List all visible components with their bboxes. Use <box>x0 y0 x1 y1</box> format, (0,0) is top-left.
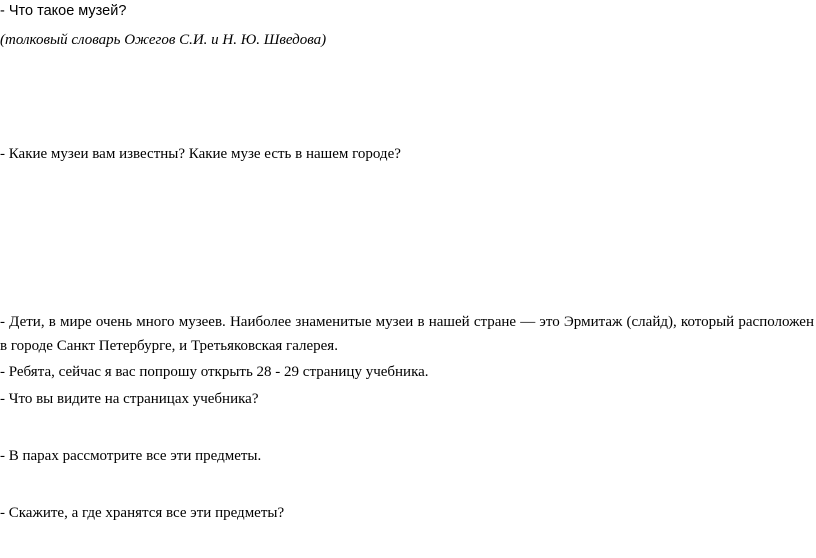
question-what-is-museum: - Что такое музей? <box>0 3 127 19</box>
question-textbook-pages: - Что вы видите на страницах учебника? <box>0 391 259 407</box>
instruction-open-textbook: - Ребята, сейчас я вас попрошу открыть 28 - 29 страницу учебника. <box>0 364 429 380</box>
dictionary-reference: (толковый словарь Ожегов С.И. и Н. Ю. Шведова) <box>0 32 327 48</box>
instruction-pairs: - В парах рассмотрите все эти предметы. <box>0 448 262 464</box>
question-where-stored: - Скажите, а где хранятся все эти предметы? <box>0 505 285 521</box>
paragraph-famous-museums: - Дети, в мире очень много музеев. Наиболее знаменитые музеи в нашей стране — это Эрмитаж (слайд), который расположен в городе Санкт Петербурге, и Третьяковская галерея. <box>0 314 814 354</box>
question-known-museums: - Какие музеи вам известны? Какие музе есть в нашем городе? <box>0 146 401 162</box>
